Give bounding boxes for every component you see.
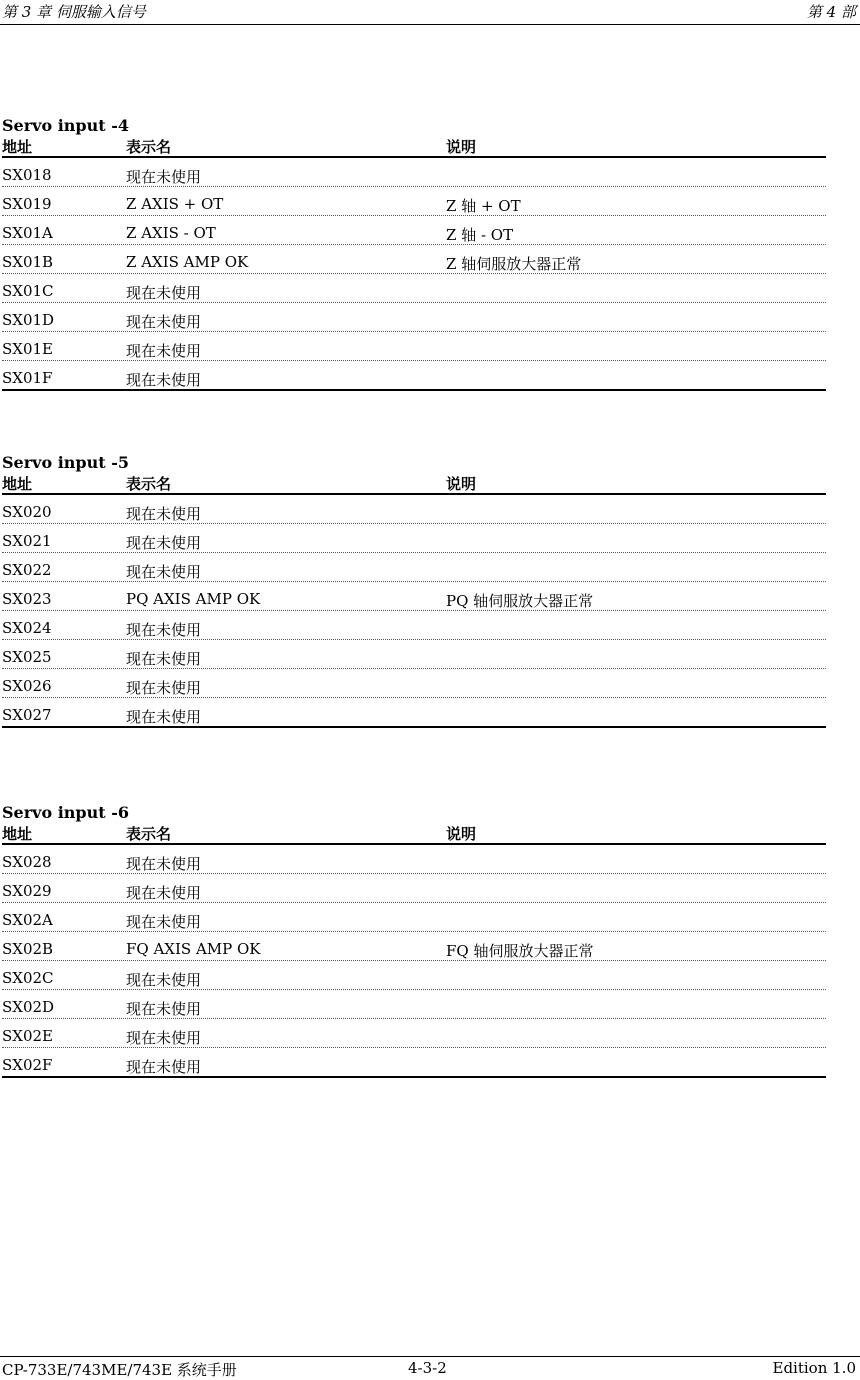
address-cell: SX01A	[2, 224, 53, 242]
table-row	[2, 961, 826, 990]
table-row	[2, 524, 826, 553]
display-name-cell: Z AXIS + OT	[126, 195, 224, 213]
address-header: 地址	[2, 138, 33, 156]
address-cell: SX021	[2, 532, 52, 550]
display-name-cell: 现在未使用	[126, 708, 202, 726]
description-header: 说明	[446, 475, 477, 493]
description-header: 说明	[446, 138, 477, 156]
display-name-cell: 现在未使用	[126, 168, 202, 186]
edition-label: Edition 1.0	[772, 1359, 856, 1377]
display-name-cell: FQ AXIS AMP OK	[126, 940, 261, 958]
column-header	[2, 473, 826, 495]
address-cell: SX02D	[2, 998, 55, 1016]
address-cell: SX028	[2, 853, 52, 871]
table-row	[2, 332, 826, 361]
display-name-cell: 现在未使用	[126, 313, 202, 331]
display-name-header: 表示名	[126, 475, 172, 493]
display-name-cell: 现在未使用	[126, 371, 202, 389]
display-name-cell: 现在未使用	[126, 1029, 202, 1047]
servo-input-6-section	[2, 803, 826, 1078]
table-row	[2, 582, 826, 611]
display-name-header: 表示名	[126, 138, 172, 156]
table-row	[2, 187, 826, 216]
display-name-cell: 现在未使用	[126, 342, 202, 360]
address-cell: SX026	[2, 677, 52, 695]
address-cell: SX027	[2, 706, 52, 724]
display-name-cell: Z AXIS AMP OK	[126, 253, 249, 271]
section-title: Servo input -4	[2, 116, 129, 135]
table-row	[2, 158, 826, 187]
table-row	[2, 303, 826, 332]
servo-input-4-section	[2, 116, 826, 391]
address-cell: SX02A	[2, 911, 53, 929]
address-cell: SX022	[2, 561, 52, 579]
page-number: 4-3-2	[408, 1359, 447, 1377]
description-cell: Z 轴伺服放大器正常	[446, 255, 582, 273]
servo-input-5-section	[2, 453, 826, 728]
address-cell: SX01B	[2, 253, 54, 271]
table-row	[2, 553, 826, 582]
description-cell: Z 轴 + OT	[446, 197, 521, 215]
address-cell: SX02E	[2, 1027, 53, 1045]
table-row	[2, 1019, 826, 1048]
table-row	[2, 361, 826, 391]
display-name-cell: 现在未使用	[126, 534, 202, 552]
address-cell: SX029	[2, 882, 52, 900]
address-cell: SX01C	[2, 282, 54, 300]
chapter-title: 第 3 章 伺服输入信号	[2, 3, 146, 21]
table-row	[2, 874, 826, 903]
display-name-cell: Z AXIS - OT	[126, 224, 216, 242]
description-cell: FQ 轴伺服放大器正常	[446, 942, 594, 960]
address-header: 地址	[2, 475, 33, 493]
display-name-cell: 现在未使用	[126, 855, 202, 873]
display-name-cell: 现在未使用	[126, 650, 202, 668]
table-row	[2, 1048, 826, 1078]
table-row	[2, 932, 826, 961]
display-name-cell: 现在未使用	[126, 284, 202, 302]
display-name-cell: 现在未使用	[126, 679, 202, 697]
address-cell: SX01D	[2, 311, 55, 329]
display-name-cell: 现在未使用	[126, 505, 202, 523]
address-cell: SX019	[2, 195, 52, 213]
address-cell: SX025	[2, 648, 52, 666]
address-cell: SX01E	[2, 340, 53, 358]
table-row	[2, 611, 826, 640]
address-cell: SX02B	[2, 940, 54, 958]
table-row	[2, 669, 826, 698]
table-row	[2, 245, 826, 274]
address-cell: SX01F	[2, 369, 53, 387]
address-cell: SX023	[2, 590, 52, 608]
address-header: 地址	[2, 825, 33, 843]
display-name-cell: 现在未使用	[126, 1058, 202, 1076]
display-name-cell: 现在未使用	[126, 971, 202, 989]
table-row	[2, 640, 826, 669]
table-row	[2, 274, 826, 303]
page-footer	[0, 1356, 860, 1378]
display-name-header: 表示名	[126, 825, 172, 843]
address-cell: SX018	[2, 166, 52, 184]
section-title: Servo input -6	[2, 803, 129, 822]
address-cell: SX024	[2, 619, 52, 637]
display-name-cell: PQ AXIS AMP OK	[126, 590, 261, 608]
address-cell: SX02F	[2, 1056, 53, 1074]
page-header	[0, 0, 860, 25]
table-row	[2, 903, 826, 932]
address-cell: SX020	[2, 503, 52, 521]
part-label: 第 4 部	[806, 3, 856, 21]
address-cell: SX02C	[2, 969, 54, 987]
column-header	[2, 136, 826, 158]
display-name-cell: 现在未使用	[126, 563, 202, 581]
manual-title: CP-733E/743ME/743E 系统手册	[2, 1361, 237, 1379]
description-header: 说明	[446, 825, 477, 843]
section-title: Servo input -5	[2, 453, 129, 472]
table-row	[2, 216, 826, 245]
display-name-cell: 现在未使用	[126, 884, 202, 902]
column-header	[2, 823, 826, 845]
description-cell: Z 轴 - OT	[446, 226, 514, 244]
table-row	[2, 495, 826, 524]
table-row	[2, 845, 826, 874]
table-row	[2, 698, 826, 728]
display-name-cell: 现在未使用	[126, 621, 202, 639]
table-row	[2, 990, 826, 1019]
description-cell: PQ 轴伺服放大器正常	[446, 592, 594, 610]
display-name-cell: 现在未使用	[126, 1000, 202, 1018]
display-name-cell: 现在未使用	[126, 913, 202, 931]
